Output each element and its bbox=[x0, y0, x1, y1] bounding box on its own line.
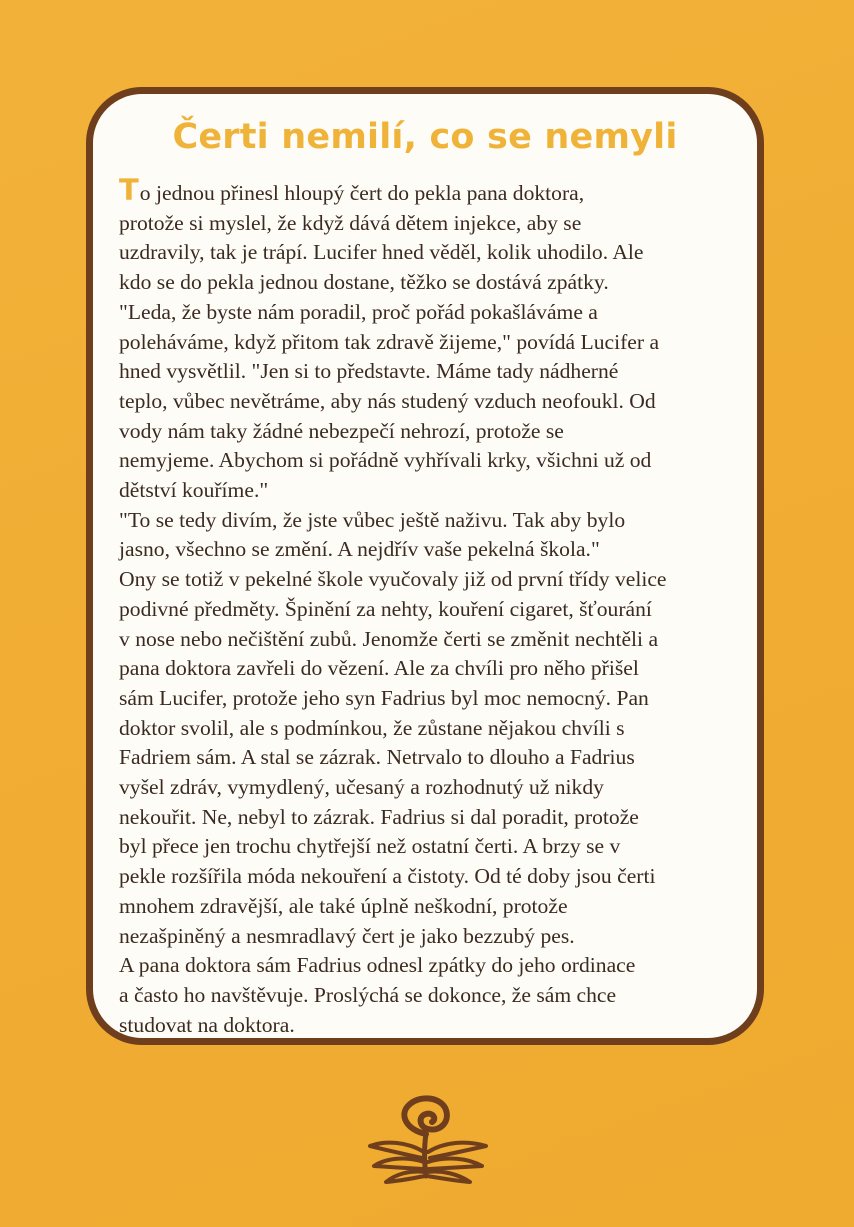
story-line: vody nám taky žádné nebezpečí nehrozí, protože se bbox=[119, 418, 564, 443]
story-line: nekouřit. Ne, nebyl to zázrak. Fadrius si dal poradit, protože bbox=[119, 804, 639, 829]
story-line: sám Lucifer, protože jeho syn Fadrius byl moc nemocný. Pan bbox=[119, 685, 649, 710]
story-line: a často ho navštěvuje. Proslýchá se dokonce, že sám chce bbox=[119, 982, 617, 1007]
story-line: pana doktora zavřeli do vězení. Ale za chvíli pro něho přišel bbox=[119, 656, 639, 681]
drop-cap: T bbox=[119, 173, 139, 207]
story-line-text: o jednou přinesl hloupý čert do pekla pana doktora, bbox=[139, 181, 585, 205]
story-line: kdo se do pekla jednou dostane, těžko se dostává zpátky. bbox=[119, 270, 609, 295]
story-line: v nose nebo nečištění zubů. Jenomže čerti se změnit nechtěli a bbox=[119, 626, 659, 651]
story-line: uzdravily, tak je trápí. Lucifer hned věděl, kolik uhodilo. Ale bbox=[119, 240, 644, 265]
story-line: "To se tedy divím, že jste vůbec ještě naživu. Tak aby bylo bbox=[119, 507, 626, 532]
story-line: poleháváme, když přitom tak zdravě žijeme," povídá Lucifer a bbox=[119, 329, 660, 354]
story-line: dětství kouříme." bbox=[119, 478, 269, 503]
story-line: studovat na doktora. bbox=[119, 1012, 295, 1037]
story-line bbox=[119, 173, 739, 209]
story-body bbox=[119, 173, 739, 1040]
story-line: pekle rozšířila móda nekouření a čistoty. Od té doby jsou čerti bbox=[119, 864, 656, 889]
story-line: "Leda, že byste nám poradil, proč pořád pokašláváme a bbox=[119, 299, 598, 324]
story-line: doktor svolil, ale s podmínkou, že zůstane nějakou chvíli s bbox=[119, 715, 625, 740]
story-line: Fadriem sám. A stal se zázrak. Netrvalo to dlouho a Fadrius bbox=[119, 745, 635, 770]
story-line: podivné předměty. Špinění za nehty, kouření cigaret, šťourání bbox=[119, 596, 652, 621]
story-line: byl přece jen trochu chytřejší než ostatní čerti. A brzy se v bbox=[119, 834, 621, 859]
story-line: teplo, vůbec nevětráme, aby nás studený vzduch neofoukl. Od bbox=[119, 388, 656, 413]
story-line: nemyjeme. Abychom si pořádně vyhřívali krky, všichni už od bbox=[119, 448, 652, 473]
story-line: jasno, všechno se změní. A nejdřív vaše pekelná škola." bbox=[119, 537, 600, 562]
story-line: vyšel zdráv, vymydlený, učesaný a rozhodnutý už nikdy bbox=[119, 775, 604, 800]
story-line: Ony se totiž v pekelné škole vyučovaly již od první třídy velice bbox=[119, 567, 667, 592]
story-line: mnohem zdravější, ale také úplně neškodní, protože bbox=[119, 893, 568, 918]
story-line: protože si myslel, že když dává dětem injekce, aby se bbox=[119, 210, 582, 235]
story-card bbox=[86, 87, 764, 1045]
flower-sprout-logo-icon bbox=[362, 1092, 494, 1187]
story-title: Čerti nemilí, co se nemyli bbox=[172, 117, 678, 157]
story-line: nezašpiněný a nesmradlavý čert je jako bezzubý pes. bbox=[119, 923, 575, 948]
story-line: hned vysvětlil. "Jen si to představte. Máme tady nádherné bbox=[119, 359, 619, 384]
story-line: A pana doktora sám Fadrius odnesl zpátky do jeho ordinace bbox=[119, 953, 636, 978]
